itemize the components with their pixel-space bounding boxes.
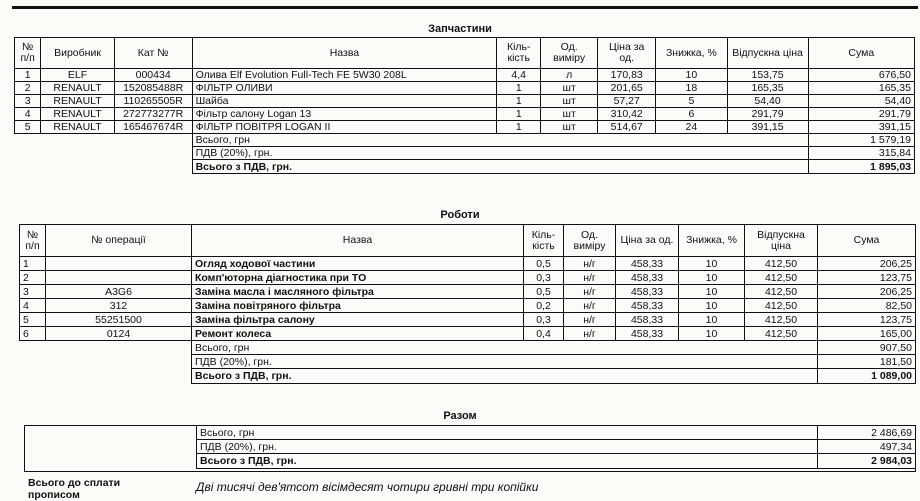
table-cell: 4 <box>20 299 46 313</box>
table-cell: Огляд ходової частини <box>192 257 524 271</box>
table-cell: н/г <box>564 327 616 341</box>
summary-vat-row <box>197 440 916 454</box>
table-cell: 458,33 <box>616 313 679 327</box>
table-cell: 1 <box>497 108 541 121</box>
table-cell: 24 <box>656 121 727 134</box>
table-cell: 201,65 <box>598 82 656 95</box>
table-cell: 391,15 <box>727 121 808 134</box>
table-cell: 4,4 <box>497 69 541 82</box>
col-header: № п/п <box>20 225 46 257</box>
table-cell: 2 <box>20 271 46 285</box>
grand-total-label: Всього з ПДВ, грн. <box>192 369 818 384</box>
table-cell: 206,25 <box>818 257 916 271</box>
table-cell: 458,33 <box>616 327 679 341</box>
col-header: Ціна за од. <box>616 225 679 257</box>
table-cell: 170,83 <box>598 69 656 82</box>
parts-title: Запчастини <box>428 23 492 35</box>
grand-total-label: Всього з ПДВ, грн. <box>192 160 808 174</box>
table-cell: RENAULT <box>41 95 114 108</box>
table-cell: Заміна повітряного фільтра <box>192 299 524 313</box>
parts-grand-total-row <box>15 160 915 174</box>
table-cell: 412,50 <box>745 271 818 285</box>
table-cell: 0,5 <box>524 285 564 299</box>
table-cell: 165,00 <box>818 327 916 341</box>
table-cell: 10 <box>679 257 745 271</box>
table-cell: 165467674R <box>114 121 192 134</box>
parts-total-row <box>15 134 915 147</box>
parts-row <box>15 95 915 108</box>
table-cell: Фільтр салону Logan 13 <box>192 108 497 121</box>
col-header: Ціна за од. <box>598 38 656 69</box>
table-cell: 412,50 <box>745 313 818 327</box>
table-cell: 1 <box>497 121 541 134</box>
vat-label: ПДВ (20%), грн. <box>197 440 818 454</box>
col-header: Сума <box>818 225 916 257</box>
table-cell: шт <box>541 95 598 108</box>
vat-value: 497,34 <box>818 440 916 454</box>
works-table <box>19 224 916 384</box>
works-row <box>20 313 916 327</box>
table-cell: 54,40 <box>727 95 808 108</box>
col-header: Кіль-кість <box>524 225 564 257</box>
col-header: Виробник <box>41 38 114 69</box>
table-cell: 165,35 <box>727 82 808 95</box>
col-header: Сума <box>808 38 914 69</box>
parts-table <box>14 37 915 174</box>
col-header: Відпускна ціна <box>745 225 818 257</box>
table-cell: 152085488R <box>114 82 192 95</box>
table-cell: 5 <box>20 313 46 327</box>
table-cell: 153,75 <box>727 69 808 82</box>
table-cell: 1 <box>497 95 541 108</box>
table-cell: 514,67 <box>598 121 656 134</box>
parts-row <box>15 82 915 95</box>
top-rule <box>12 6 918 9</box>
col-header: Назва <box>192 225 524 257</box>
table-cell: л <box>541 69 598 82</box>
table-cell: 10 <box>679 313 745 327</box>
parts-row <box>15 121 915 134</box>
table-cell: 18 <box>656 82 727 95</box>
table-cell: 0,5 <box>524 257 564 271</box>
table-cell: 4 <box>15 108 41 121</box>
table-cell <box>46 257 192 271</box>
table-cell: Олива Elf Evolution Full-Tech FE 5W30 208L <box>192 69 497 82</box>
table-cell: н/г <box>564 271 616 285</box>
table-cell: 3 <box>20 285 46 299</box>
table-cell: н/г <box>564 257 616 271</box>
table-cell: 6 <box>20 327 46 341</box>
total-label: Всього, грн <box>197 426 818 440</box>
works-title: Роботи <box>440 209 480 221</box>
summary-total-row <box>197 426 916 440</box>
col-header: № операції <box>46 225 192 257</box>
table-cell: 458,33 <box>616 299 679 313</box>
col-header: Кат № <box>114 38 192 69</box>
table-cell: 165,35 <box>808 82 914 95</box>
summary-grand-total-row <box>197 454 916 469</box>
works-header-row <box>20 225 916 257</box>
col-header: Знижка, % <box>679 225 745 257</box>
works-grand-total-row <box>20 369 916 384</box>
table-cell: RENAULT <box>41 82 114 95</box>
table-cell: шт <box>541 121 598 134</box>
table-cell: 291,79 <box>808 108 914 121</box>
table-cell: 458,33 <box>616 257 679 271</box>
grand-total-value: 1 089,00 <box>818 369 916 384</box>
works-row <box>20 271 916 285</box>
table-cell: 3 <box>15 95 41 108</box>
works-total-row <box>20 341 916 355</box>
col-header: Відпускна ціна <box>727 38 808 69</box>
table-cell: Шайба <box>192 95 497 108</box>
table-cell: 458,33 <box>616 285 679 299</box>
table-cell: 312 <box>46 299 192 313</box>
table-cell: 291,79 <box>727 108 808 121</box>
table-cell: RENAULT <box>41 121 114 134</box>
table-cell: 6 <box>656 108 727 121</box>
table-cell: 123,75 <box>818 313 916 327</box>
table-cell: 54,40 <box>808 95 914 108</box>
table-cell: Ремонт колеса <box>192 327 524 341</box>
works-row <box>20 285 916 299</box>
grand-total-value: 1 895,03 <box>808 160 914 174</box>
table-cell: Заміна масла і масляного фільтра <box>192 285 524 299</box>
summary-title: Разом <box>443 410 477 422</box>
table-cell: н/г <box>564 313 616 327</box>
table-cell: 1 <box>15 69 41 82</box>
table-cell: 272773277R <box>114 108 192 121</box>
table-cell: 0,4 <box>524 327 564 341</box>
parts-vat-row <box>15 147 915 160</box>
table-cell: 0,2 <box>524 299 564 313</box>
works-vat-row <box>20 355 916 369</box>
table-cell: 0,3 <box>524 313 564 327</box>
total-value: 1 579,19 <box>808 134 914 147</box>
table-cell: 676,50 <box>808 69 914 82</box>
table-cell: 391,15 <box>808 121 914 134</box>
summary-table <box>196 425 916 469</box>
vat-label: ПДВ (20%), грн. <box>192 355 818 369</box>
table-cell: ELF <box>41 69 114 82</box>
vat-label: ПДВ (20%), грн. <box>192 147 808 160</box>
works-row <box>20 327 916 341</box>
table-cell: шт <box>541 108 598 121</box>
col-header: № п/п <box>15 38 41 69</box>
table-cell: 10 <box>679 299 745 313</box>
table-cell: 412,50 <box>745 257 818 271</box>
col-header: Назва <box>192 38 497 69</box>
parts-header-row <box>15 38 915 69</box>
table-cell: 57,27 <box>598 95 656 108</box>
amount-in-words: Дві тисячі дев'ятсот вісімдесят чотири гривні три копійки <box>196 480 539 494</box>
table-cell: 412,50 <box>745 285 818 299</box>
col-header: Од. виміру <box>541 38 598 69</box>
table-cell: Комп'юторна діагностика при ТО <box>192 271 524 285</box>
table-cell: 55251500 <box>46 313 192 327</box>
col-header: Од. виміру <box>564 225 616 257</box>
works-row <box>20 257 916 271</box>
table-cell: 000434 <box>114 69 192 82</box>
table-cell: 110265505R <box>114 95 192 108</box>
total-label: Всього, грн <box>192 134 808 147</box>
grand-total-label: Всього з ПДВ, грн. <box>197 454 818 469</box>
table-cell: 10 <box>679 271 745 285</box>
table-cell: ФІЛЬТР ОЛИВИ <box>192 82 497 95</box>
parts-row <box>15 108 915 121</box>
total-label: Всього, грн <box>192 341 818 355</box>
total-value: 907,50 <box>818 341 916 355</box>
table-cell: шт <box>541 82 598 95</box>
table-cell: 123,75 <box>818 271 916 285</box>
amount-in-words-label: Всього до сплати прописом <box>28 477 121 501</box>
table-cell: Заміна фільтра салону <box>192 313 524 327</box>
table-cell: 5 <box>15 121 41 134</box>
table-cell: 206,25 <box>818 285 916 299</box>
table-cell: 10 <box>679 327 745 341</box>
table-cell: 10 <box>679 285 745 299</box>
col-header: Кіль-кість <box>497 38 541 69</box>
table-cell <box>46 271 192 285</box>
table-cell: 0,3 <box>524 271 564 285</box>
table-cell: 2 <box>15 82 41 95</box>
table-cell: 1 <box>497 82 541 95</box>
table-cell: 412,50 <box>745 299 818 313</box>
table-cell: 82,50 <box>818 299 916 313</box>
table-cell: 10 <box>656 69 727 82</box>
table-cell: н/г <box>564 285 616 299</box>
table-cell: RENAULT <box>41 108 114 121</box>
table-cell: A3G6 <box>46 285 192 299</box>
table-cell: 0124 <box>46 327 192 341</box>
table-cell: 458,33 <box>616 271 679 285</box>
total-value: 2 486,69 <box>818 426 916 440</box>
table-cell: 310,42 <box>598 108 656 121</box>
col-header: Знижка, % <box>656 38 727 69</box>
works-row <box>20 299 916 313</box>
table-cell: н/г <box>564 299 616 313</box>
table-cell: 412,50 <box>745 327 818 341</box>
vat-value: 181,50 <box>818 355 916 369</box>
table-cell: 1 <box>20 257 46 271</box>
table-cell: ФІЛЬТР ПОВІТРЯ LOGAN II <box>192 121 497 134</box>
grand-total-value: 2 984,03 <box>818 454 916 469</box>
table-cell: 5 <box>656 95 727 108</box>
parts-row <box>15 69 915 82</box>
vat-value: 315,84 <box>808 147 914 160</box>
